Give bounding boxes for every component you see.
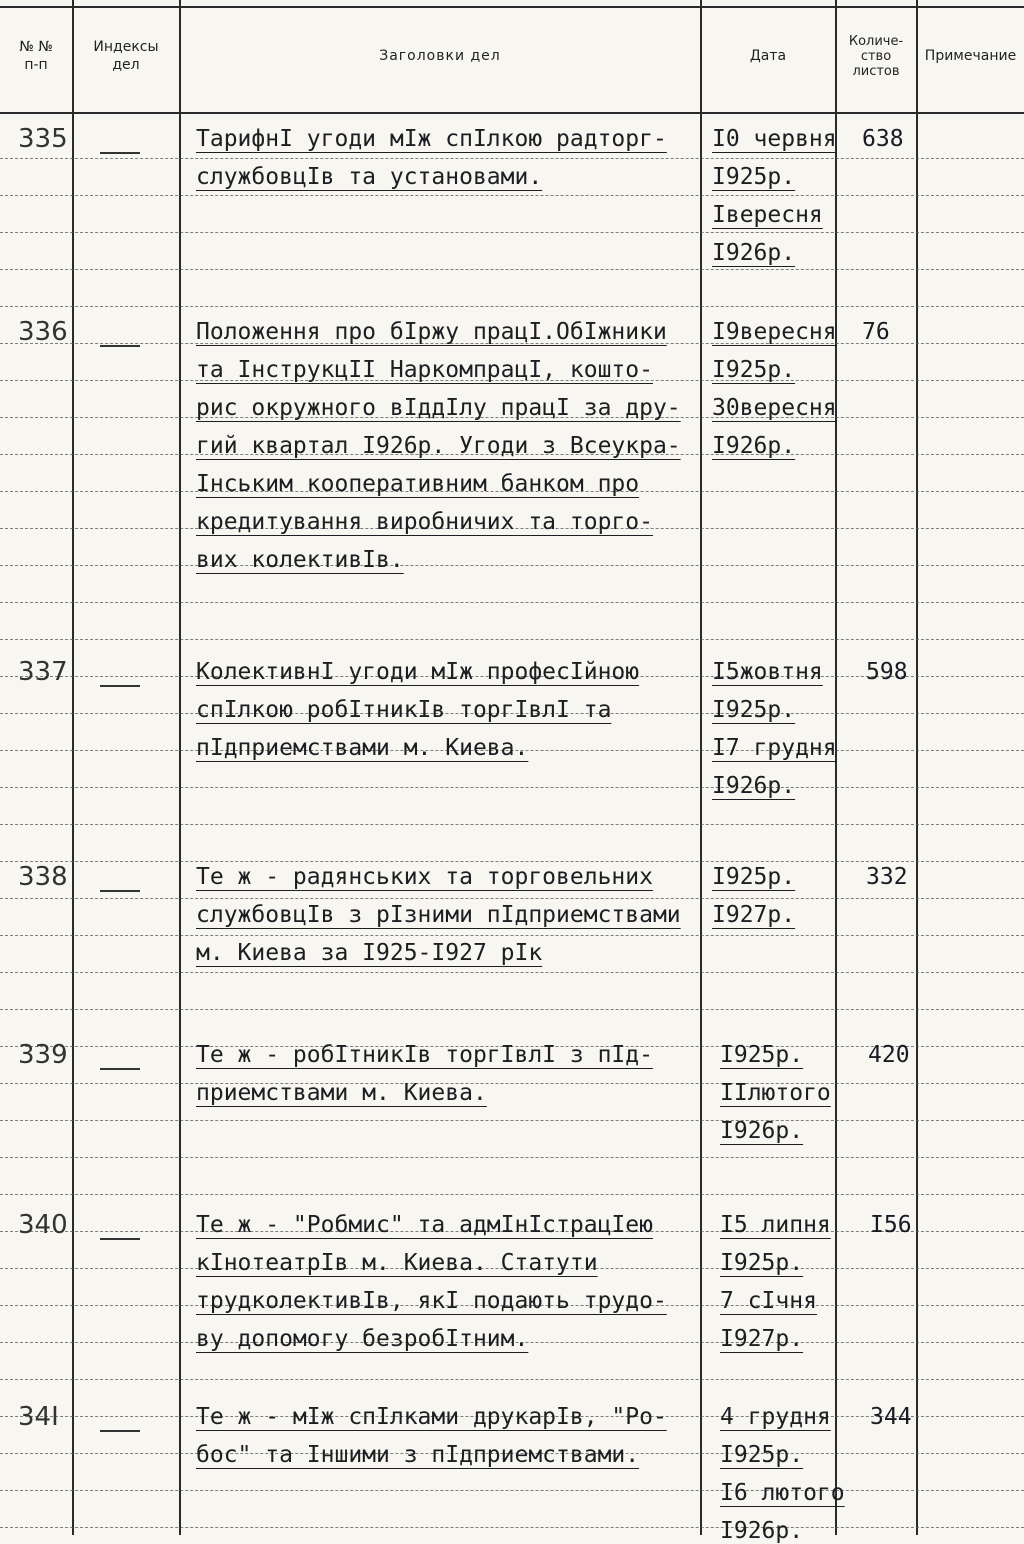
sheet-count: 420 xyxy=(868,1042,910,1068)
case-title-line: м. Киева за I925-I927 рIк xyxy=(196,940,543,966)
case-date: I927р. xyxy=(712,902,796,928)
header-bottom-rule xyxy=(0,112,1024,114)
row-guide-line xyxy=(0,861,1024,862)
case-title-line: гий квартал I926р. Угоди з Всеукра- xyxy=(196,433,681,459)
case-title-line: ву допомогу безробIтним. xyxy=(196,1326,529,1352)
row-guide-line xyxy=(0,1379,1024,1380)
sheet-count: I56 xyxy=(870,1212,912,1238)
case-date: I926р. xyxy=(712,773,796,799)
case-title-line: Те ж - мIж спIлками друкарIв, "Ро- xyxy=(196,1404,667,1430)
case-date: IIлютого xyxy=(720,1080,831,1106)
case-title-line: Те ж - робIтникIв торгIвлI з пIд- xyxy=(196,1042,653,1068)
case-title-line: кIнотеатрIв м. Киева. Статути xyxy=(196,1250,598,1276)
case-title-line: приемствами м. Киева. xyxy=(196,1080,487,1106)
row-guide-line xyxy=(0,824,1024,825)
case-number: 337 xyxy=(18,657,68,687)
case-number: 336 xyxy=(18,317,68,347)
row-guide-line xyxy=(0,1527,1024,1528)
row-guide-line xyxy=(0,195,1024,196)
case-number: 34I xyxy=(18,1402,59,1432)
case-title-line: Інським кооперативним банком про xyxy=(196,471,640,497)
case-title-line: КолективнI угоди мIж професIйною xyxy=(196,659,640,685)
index-blank-dash xyxy=(100,685,140,687)
case-date: I925р. xyxy=(720,1250,804,1276)
row-guide-line xyxy=(0,602,1024,603)
case-date: I926р. xyxy=(720,1518,804,1544)
case-date: I925р. xyxy=(712,697,796,723)
row-guide-line xyxy=(0,639,1024,640)
sheet-count: 344 xyxy=(870,1404,912,1430)
case-date: I0 червня xyxy=(712,126,837,152)
row-guide-line xyxy=(0,787,1024,788)
case-title-line: трудколективIв, якI подають трудо- xyxy=(196,1288,667,1314)
sheet-count: 76 xyxy=(862,319,890,345)
case-date: I926р. xyxy=(712,433,796,459)
case-number: 340 xyxy=(18,1210,68,1240)
case-title-line: бос" та Iншими з пIдприемствами. xyxy=(196,1442,640,1468)
case-title-line: Те ж - "Робмис" та адмIнIстрацIею xyxy=(196,1212,653,1238)
case-date: I925р. xyxy=(720,1442,804,1468)
case-date: 30вересня xyxy=(712,395,837,421)
case-title-line: ТарифнI угоди мIж спIлкою радторг- xyxy=(196,126,667,152)
sheet-count: 598 xyxy=(866,659,908,685)
case-date: I6 лютого xyxy=(720,1480,845,1506)
case-date: I925р. xyxy=(712,357,796,383)
case-date: I927р. xyxy=(720,1326,804,1352)
index-blank-dash xyxy=(100,345,140,347)
case-date: I9вересня xyxy=(712,319,837,345)
header-index: Индексы дел xyxy=(93,39,159,73)
case-date: I925р. xyxy=(712,164,796,190)
case-title-line: кредитування виробничих та торго- xyxy=(196,509,653,535)
index-blank-dash xyxy=(100,1068,140,1070)
case-title-line: спIлкою робIтникIв торгIвлI та xyxy=(196,697,612,723)
sheet-count: 332 xyxy=(866,864,908,890)
index-blank-dash xyxy=(100,890,140,892)
row-guide-line xyxy=(0,1490,1024,1491)
case-date: Iвересня xyxy=(712,202,823,228)
case-title-line: Положення про бIржу працI.ОбIжники xyxy=(196,319,667,345)
index-blank-dash xyxy=(100,1430,140,1432)
row-guide-line xyxy=(0,1157,1024,1158)
row-guide-line xyxy=(0,1194,1024,1195)
case-number: 339 xyxy=(18,1040,68,1070)
case-date: I926р. xyxy=(720,1118,804,1144)
header-number: № № п-п xyxy=(19,39,53,73)
case-number: 335 xyxy=(18,124,68,154)
case-title-line: вих колективIв. xyxy=(196,547,404,573)
case-date: I925р. xyxy=(720,1042,804,1068)
row-guide-line xyxy=(0,565,1024,566)
case-title-line: службовцIв з рIзними пIдприемствами xyxy=(196,902,681,928)
case-date: 7 сIчня xyxy=(720,1288,817,1314)
case-date: 4 грудня xyxy=(720,1404,831,1430)
case-date: I5 липня xyxy=(720,1212,831,1238)
case-date: I925р. xyxy=(712,864,796,890)
case-title-line: рис окружного вIддIлу працI за дру- xyxy=(196,395,681,421)
row-guide-line xyxy=(0,972,1024,973)
case-date: I5жовтня xyxy=(712,659,823,685)
case-title-line: та IнструкцII НаркомпрацI, кошто- xyxy=(196,357,653,383)
case-date: I7 грудня xyxy=(712,735,837,761)
header-date: Дата xyxy=(749,48,787,64)
header-title: Заголовки дел xyxy=(379,48,501,64)
row-guide-line xyxy=(0,1009,1024,1010)
sheet-count: 638 xyxy=(862,126,904,152)
row-guide-line xyxy=(0,269,1024,270)
case-title-line: пIдприемствами м. Киева. xyxy=(196,735,529,761)
header-note: Примечание xyxy=(924,48,1017,64)
case-date: I926р. xyxy=(712,240,796,266)
row-guide-line xyxy=(0,232,1024,233)
row-guide-line xyxy=(0,898,1024,899)
case-number: 338 xyxy=(18,862,68,892)
header-count: Количе- ство листов xyxy=(848,33,904,79)
row-guide-line xyxy=(0,1083,1024,1084)
index-blank-dash xyxy=(100,152,140,154)
index-blank-dash xyxy=(100,1238,140,1240)
case-title-line: Те ж - радянських та торговельних xyxy=(196,864,653,890)
row-guide-line xyxy=(0,935,1024,936)
case-title-line: службовцIв та установами. xyxy=(196,164,543,190)
row-guide-line xyxy=(0,306,1024,307)
row-guide-line xyxy=(0,158,1024,159)
row-guide-line xyxy=(0,1120,1024,1121)
